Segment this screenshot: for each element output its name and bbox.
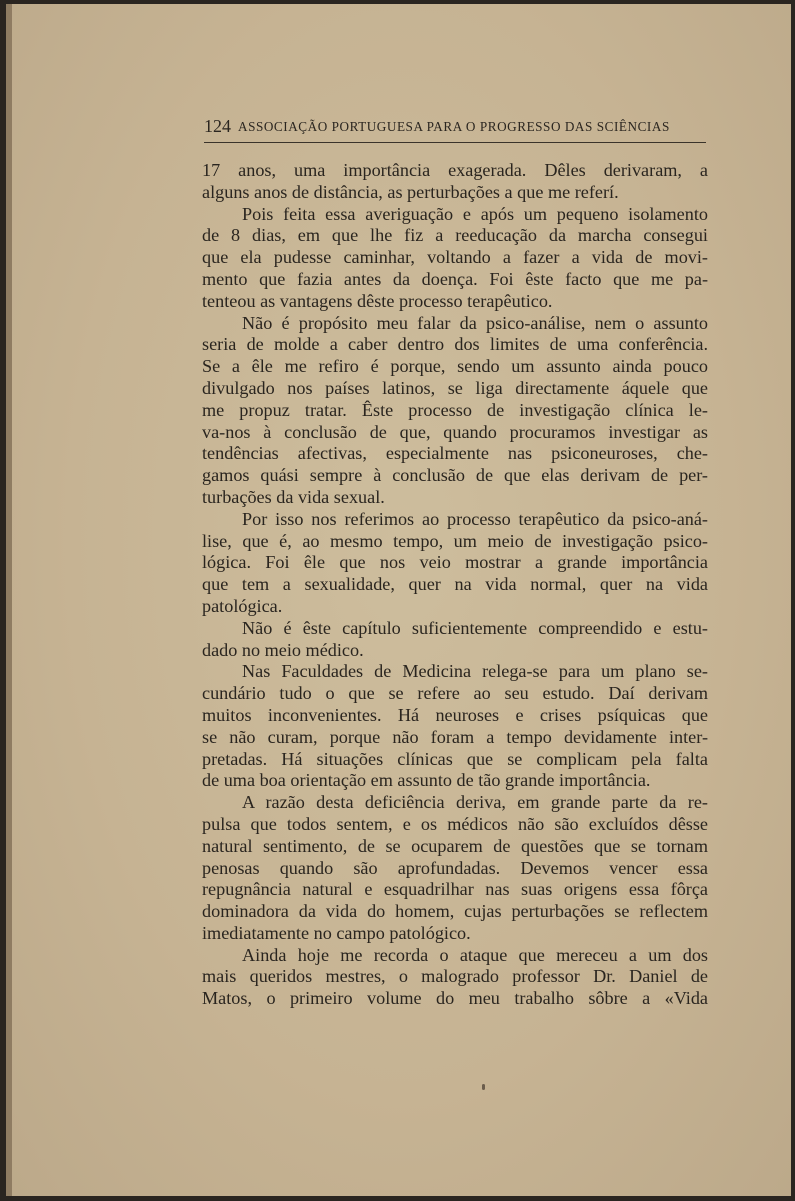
text-line: imediatamente no campo patológico. (202, 922, 471, 943)
running-title: ASSOCIAÇÃO PORTUGUESA PARA O PROGRESSO DAS SCIÊNCIAS (238, 119, 670, 134)
text-line: que ela pudesse caminhar, voltando a fazer a vida de movi- (202, 247, 708, 268)
text-line: Não é êste capítulo suficientemente compreendido e estu- (242, 617, 708, 638)
text-line: se não curam, porque não foram a tempo devidamente inter- (202, 726, 708, 747)
text-line: lógica. Foi êle que nos veio mostrar a grande importância (202, 552, 708, 573)
text-line: turbações da vida sexual. (202, 486, 385, 507)
text-line: lise, que é, ao mesmo tempo, um meio de investigação psico- (202, 530, 708, 551)
text-line: muitos inconvenientes. Há neuroses e crises psíquicas que (202, 704, 708, 725)
text-line: dado no meio médico. (202, 639, 364, 660)
text-line: Nas Faculdades de Medicina relega-se para um plano se- (242, 661, 708, 682)
text-line: Pois feita essa averiguação e após um pequeno isolamento (242, 203, 708, 224)
text-line: Matos, o primeiro volume do meu trabalho sôbre a «Vida (202, 988, 708, 1009)
text-line: tendências afectivas, especialmente nas psiconeuroses, che- (202, 443, 708, 464)
text-line: va-nos à conclusão de que, quando procuramos investigar as (202, 421, 708, 442)
text-line: Ainda hoje me recorda o ataque que mereceu a um dos (242, 944, 708, 965)
text-line: tenteou as vantagens dêste processo terapêutico. (202, 290, 553, 311)
text-line: patológica. (202, 595, 283, 616)
book-page (6, 4, 791, 1196)
text-line: que tem a sexualidade, quer na vida normal, quer na vida (202, 574, 708, 595)
page-header (204, 112, 706, 140)
text-line: Por isso nos referimos ao processo terapêutico da psico-aná- (242, 508, 708, 529)
ink-speck (482, 1084, 485, 1090)
text-line: cundário tudo o que se refere ao seu estudo. Daí derivam (202, 683, 708, 704)
text-line: repugnância natural e esquadrilhar nas suas origens essa fôrça (202, 879, 708, 900)
text-line: Se a êle me refiro é porque, sendo um assunto ainda pouco (202, 356, 708, 377)
text-line: dominadora da vida do homem, cujas perturbações se reflectem (202, 901, 708, 922)
text-line: pulsa que todos sentem, e os médicos não são excluídos dêsse (202, 813, 708, 834)
text-line: alguns anos de distância, as perturbações a que me referí. (202, 181, 619, 202)
text-line: de uma boa orientação em assunto de tão grande importância. (202, 770, 651, 791)
text-line: mento que fazia antes da doença. Foi êste facto que me pa- (202, 268, 708, 289)
text-line: Não é propósito meu falar da psico-análise, nem o assunto (242, 312, 708, 333)
text-line: gamos quási sempre à conclusão de que elas derivam de per- (202, 465, 708, 486)
text-line: 17 anos, uma importância exagerada. Dêles derivaram, a (202, 160, 708, 180)
text-line: penosas quando são aprofundadas. Devemos vencer essa (202, 857, 708, 878)
header-rule (204, 142, 706, 143)
body-text (202, 160, 708, 1010)
text-line: me propuz tratar. Êste processo de investigação clínica le- (202, 399, 708, 420)
text-line: seria de molde a caber dentro dos limites de uma conferência. (202, 334, 708, 355)
text-line: A razão desta deficiência deriva, em grande parte da re- (242, 792, 708, 813)
text-line: pretadas. Há situações clínicas que se complicam pela falta (202, 748, 708, 769)
text-line: natural sentimento, de se ocuparem de questões que se tornam (202, 835, 708, 856)
text-line: divulgado nos países latinos, se liga directamente áquele que (202, 377, 708, 398)
text-line: de 8 dias, em que lhe fiz a reeducação da marcha consegui (202, 225, 708, 246)
text-line: mais queridos mestres, o malogrado professor Dr. Daniel de (202, 966, 708, 987)
page-number: 124 (204, 116, 231, 136)
